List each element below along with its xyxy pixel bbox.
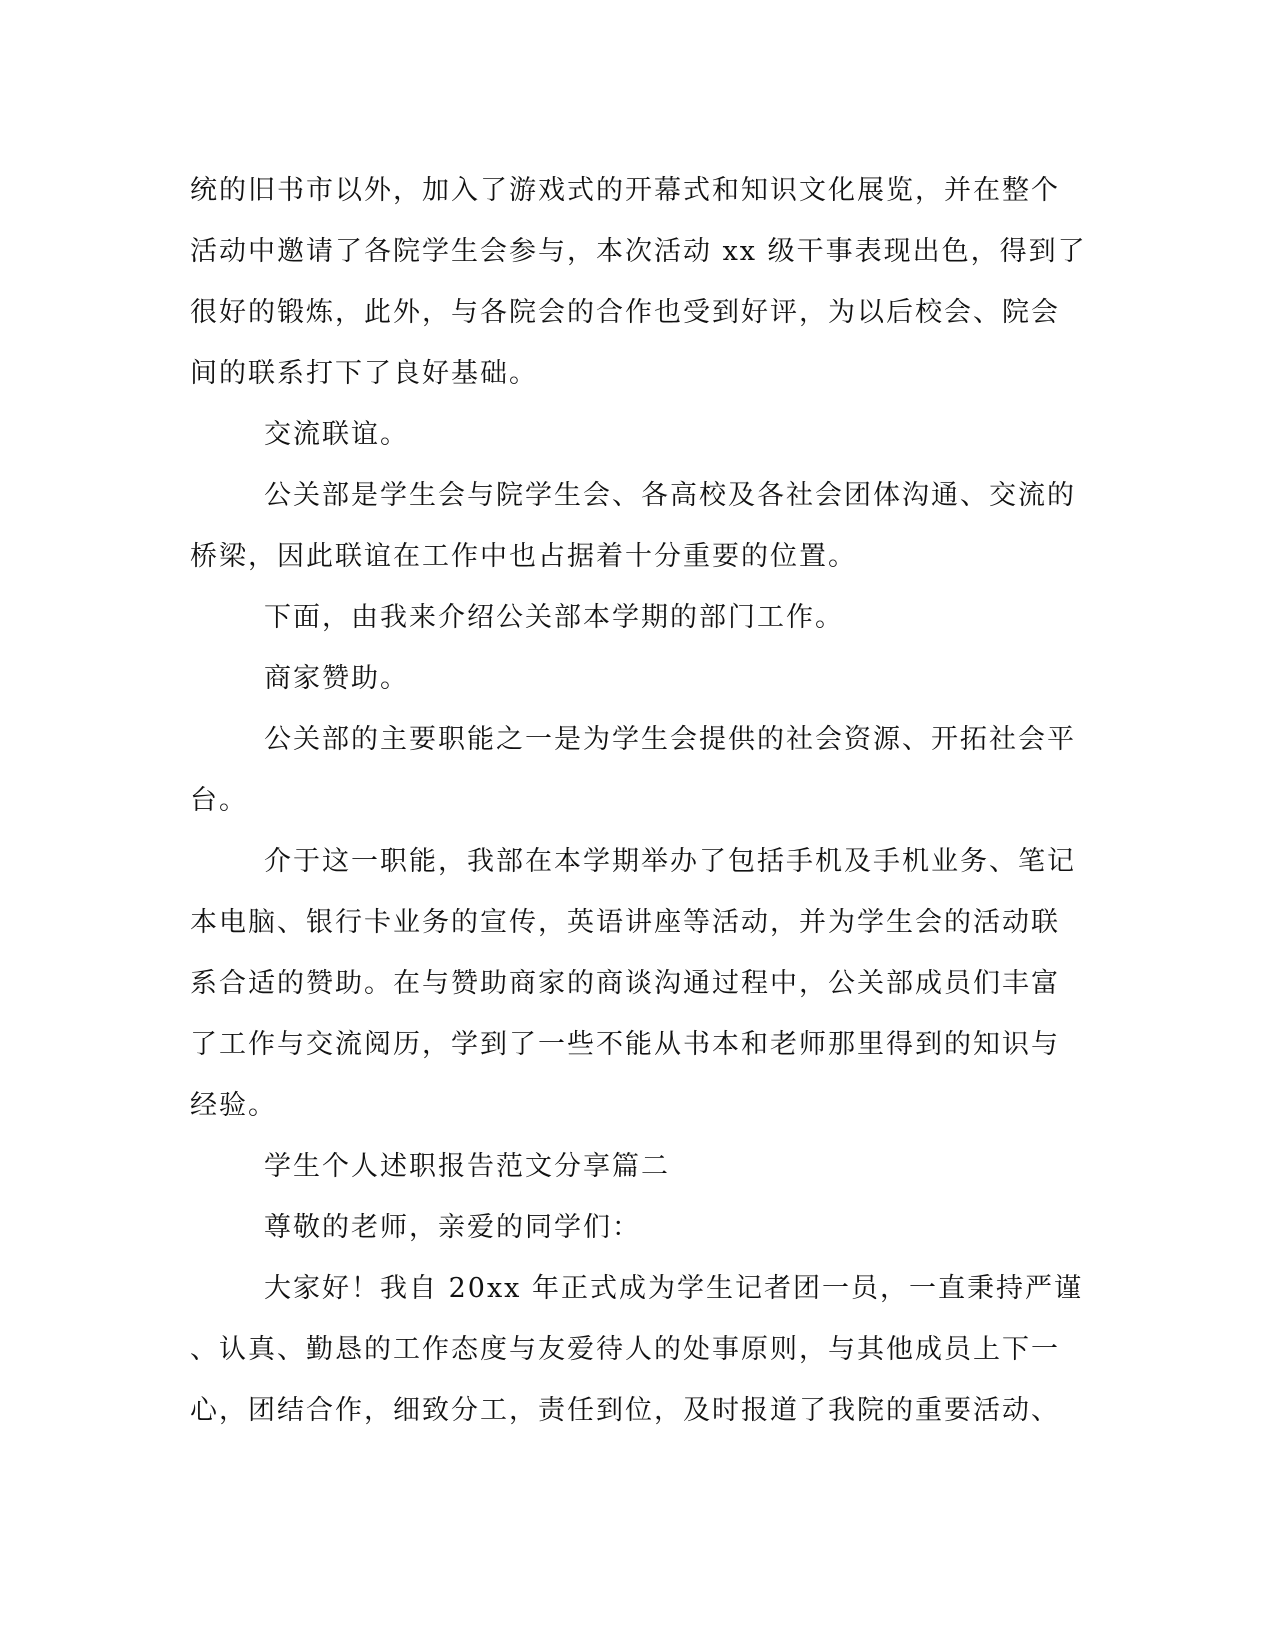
text-line: 很好的锻炼，此外，与各院会的合作也受到好评，为以后校会、院会 [190,297,1060,328]
text-line: 系合适的赞助。在与赞助商家的商谈沟通过程中，公关部成员们丰富 [190,968,1060,999]
text-line: 公关部是学生会与院学生会、各高校及各社会团体沟通、交流的 [264,480,1076,511]
text-line: 、认真、勤恳的工作态度与友爱待人的处事原则，与其他成员上下一 [190,1334,1060,1365]
text-line: 大家好！我自 20xx 年正式成为学生记者团一员，一直秉持严谨 [264,1273,1083,1304]
text-line: 桥梁，因此联谊在工作中也占据着十分重要的位置。 [190,541,857,572]
text-line: 台。 [190,785,248,816]
text-line: 介于这一职能，我部在本学期举办了包括手机及手机业务、笔记 [264,846,1076,877]
text-line: 公关部的主要职能之一是为学生会提供的社会资源、开拓社会平 [264,724,1076,755]
text-line: 本电脑、银行卡业务的宣传，英语讲座等活动，并为学生会的活动联 [190,907,1060,938]
text-line: 统的旧书市以外，加入了游戏式的开幕式和知识文化展览，并在整个 [190,175,1060,206]
article-title: 学生个人述职报告范文分享篇二 [264,1151,670,1182]
text-line: 间的联系打下了良好基础。 [190,358,538,389]
salutation: 尊敬的老师，亲爱的同学们： [264,1212,641,1243]
text-line: 活动中邀请了各院学生会参与，本次活动 xx 级干事表现出色，得到了 [190,236,1087,267]
text-line: 经验。 [190,1090,277,1121]
text-line: 下面，由我来介绍公关部本学期的部门工作。 [264,602,844,633]
section-heading: 交流联谊。 [264,419,409,450]
section-heading: 商家赞助。 [264,663,409,694]
text-line: 心，团结合作，细致分工，责任到位，及时报道了我院的重要活动、 [190,1395,1060,1426]
text-line: 了工作与交流阅历，学到了一些不能从书本和老师那里得到的知识与 [190,1029,1060,1060]
document-body [190,160,1087,1441]
